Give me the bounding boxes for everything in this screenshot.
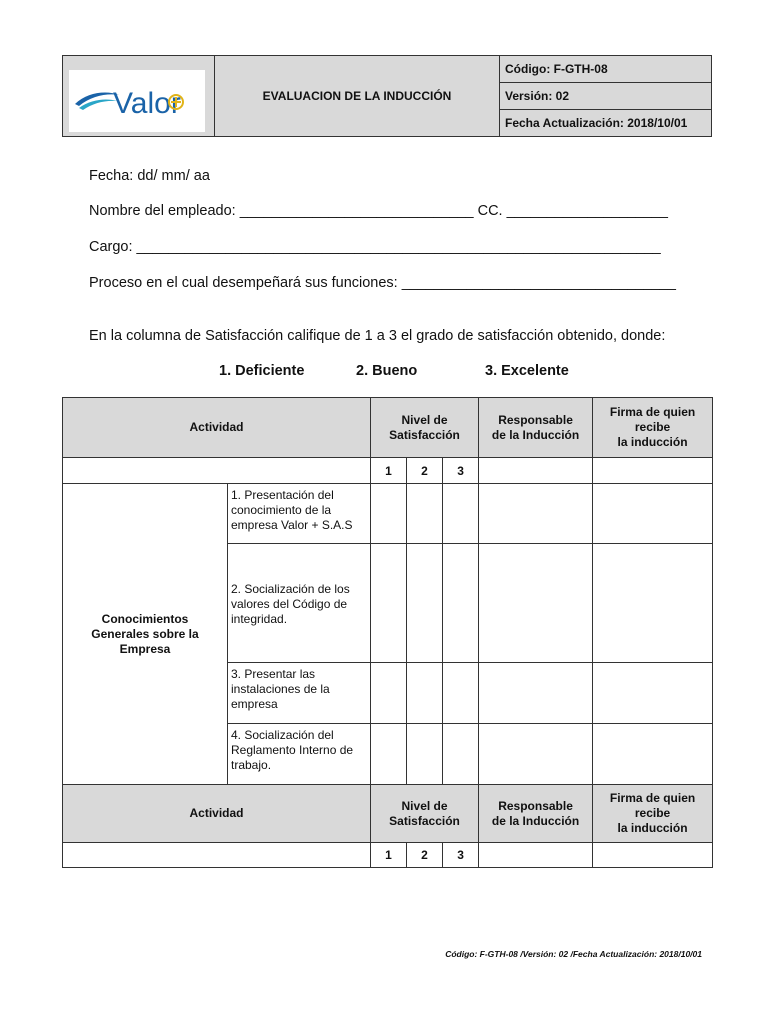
category-cell <box>63 484 228 785</box>
responsible-blank <box>479 458 593 484</box>
levels-row-repeat <box>63 843 713 868</box>
scale-deficient: 1. Deficiente <box>219 363 305 379</box>
level-2: 2 <box>407 843 443 868</box>
valor-logo-icon <box>73 84 201 118</box>
rating-2-1[interactable] <box>371 544 407 663</box>
responsible-header-line1: Responsable <box>498 798 573 813</box>
signature-blank <box>593 843 713 868</box>
scale-good: 2. Bueno <box>356 363 418 379</box>
signature-header-line3: la inducción <box>617 821 688 835</box>
position-field[interactable]: Cargo: _________________________________________________________________ <box>89 239 661 255</box>
category-line2: Generales sobre la <box>91 626 199 641</box>
satisfaction-header-repeat <box>371 785 479 843</box>
responsible-header-line2: de la Inducción <box>491 813 580 828</box>
company-logo <box>69 70 205 132</box>
rating-3-2[interactable] <box>407 663 443 724</box>
activity-3: 3. Presentar las instalaciones de la empresa <box>228 663 371 724</box>
signature-header-line2: recibe <box>634 420 671 434</box>
responsible-header <box>479 398 593 458</box>
table-header-row <box>63 398 713 458</box>
signature-header-line1: Firma de quien <box>609 791 696 805</box>
signature-2[interactable] <box>593 544 713 663</box>
responsible-blank <box>479 843 593 868</box>
rating-3-1[interactable] <box>371 663 407 724</box>
responsible-header-repeat <box>479 785 593 843</box>
rating-4-3[interactable] <box>443 724 479 785</box>
category-line1: Conocimientos <box>101 611 189 626</box>
activity-4: 4. Socialización del Reglamento Interno de trabajo. <box>228 724 371 785</box>
signature-header-line1: Firma de quien <box>609 405 696 419</box>
rating-2-2[interactable] <box>407 544 443 663</box>
level-1: 1 <box>371 458 407 484</box>
responsible-4[interactable] <box>479 724 593 785</box>
satisfaction-header-line1: Nivel de <box>401 412 448 427</box>
responsible-3[interactable] <box>479 663 593 724</box>
evaluation-table <box>62 397 713 868</box>
rating-3-3[interactable] <box>443 663 479 724</box>
rating-4-1[interactable] <box>371 724 407 785</box>
satisfaction-header-line1: Nivel de <box>401 798 448 813</box>
activity-1: 1. Presentación del conocimiento de la empresa Valor + S.A.S <box>228 484 371 544</box>
responsible-header-line1: Responsable <box>498 412 573 427</box>
activity-header-repeat: Actividad <box>63 785 371 843</box>
satisfaction-header-line2: Satisfacción <box>389 427 460 442</box>
signature-1[interactable] <box>593 484 713 544</box>
level-3: 3 <box>443 458 479 484</box>
signature-blank <box>593 458 713 484</box>
process-field[interactable]: Proceso en el cual desempeñará sus funciones: __________________________________ <box>89 275 676 291</box>
satisfaction-header <box>371 398 479 458</box>
table-row <box>63 484 713 544</box>
responsible-2[interactable] <box>479 544 593 663</box>
rating-4-2[interactable] <box>407 724 443 785</box>
level-2: 2 <box>407 458 443 484</box>
document-updated: Fecha Actualización: 2018/10/01 <box>500 110 712 137</box>
page-footer: Código: F-GTH-08 /Versión: 02 /Fecha Actualización: 2018/10/01 <box>445 949 702 959</box>
responsible-header-line2: de la Inducción <box>491 427 580 442</box>
table-header-row-repeat <box>63 785 713 843</box>
levels-row-blank <box>63 458 371 484</box>
document-code: Código: F-GTH-08 <box>500 56 712 83</box>
signature-4[interactable] <box>593 724 713 785</box>
instruction-text: En la columna de Satisfacción califique de 1 a 3 el grado de satisfacción obtenido, donde: <box>89 328 666 344</box>
category-line3: Empresa <box>119 641 171 656</box>
activity-header: Actividad <box>63 398 371 458</box>
scale-excellent: 3. Excelente <box>485 363 569 379</box>
rating-1-1[interactable] <box>371 484 407 544</box>
employee-field[interactable]: Nombre del empleado: _____________________________ CC. ____________________ <box>89 203 668 219</box>
logo-cell <box>63 56 215 137</box>
level-3: 3 <box>443 843 479 868</box>
levels-row-blank <box>63 843 371 868</box>
signature-header-line3: la inducción <box>617 435 688 449</box>
logo-text: Valor <box>113 86 181 118</box>
rating-1-3[interactable] <box>443 484 479 544</box>
document-version: Versión: 02 <box>500 83 712 110</box>
activity-2: 2. Socialización de los valores del Código de integridad. <box>228 544 371 663</box>
level-1: 1 <box>371 843 407 868</box>
date-field[interactable]: Fecha: dd/ mm/ aa <box>89 168 210 184</box>
responsible-1[interactable] <box>479 484 593 544</box>
levels-row <box>63 458 713 484</box>
satisfaction-header-line2: Satisfacción <box>389 813 460 828</box>
document-header <box>62 55 712 137</box>
signature-header <box>593 398 713 458</box>
rating-2-3[interactable] <box>443 544 479 663</box>
rating-1-2[interactable] <box>407 484 443 544</box>
document-title: EVALUACION DE LA INDUCCIÓN <box>215 56 500 137</box>
signature-3[interactable] <box>593 663 713 724</box>
signature-header-repeat <box>593 785 713 843</box>
signature-header-line2: recibe <box>634 806 671 820</box>
